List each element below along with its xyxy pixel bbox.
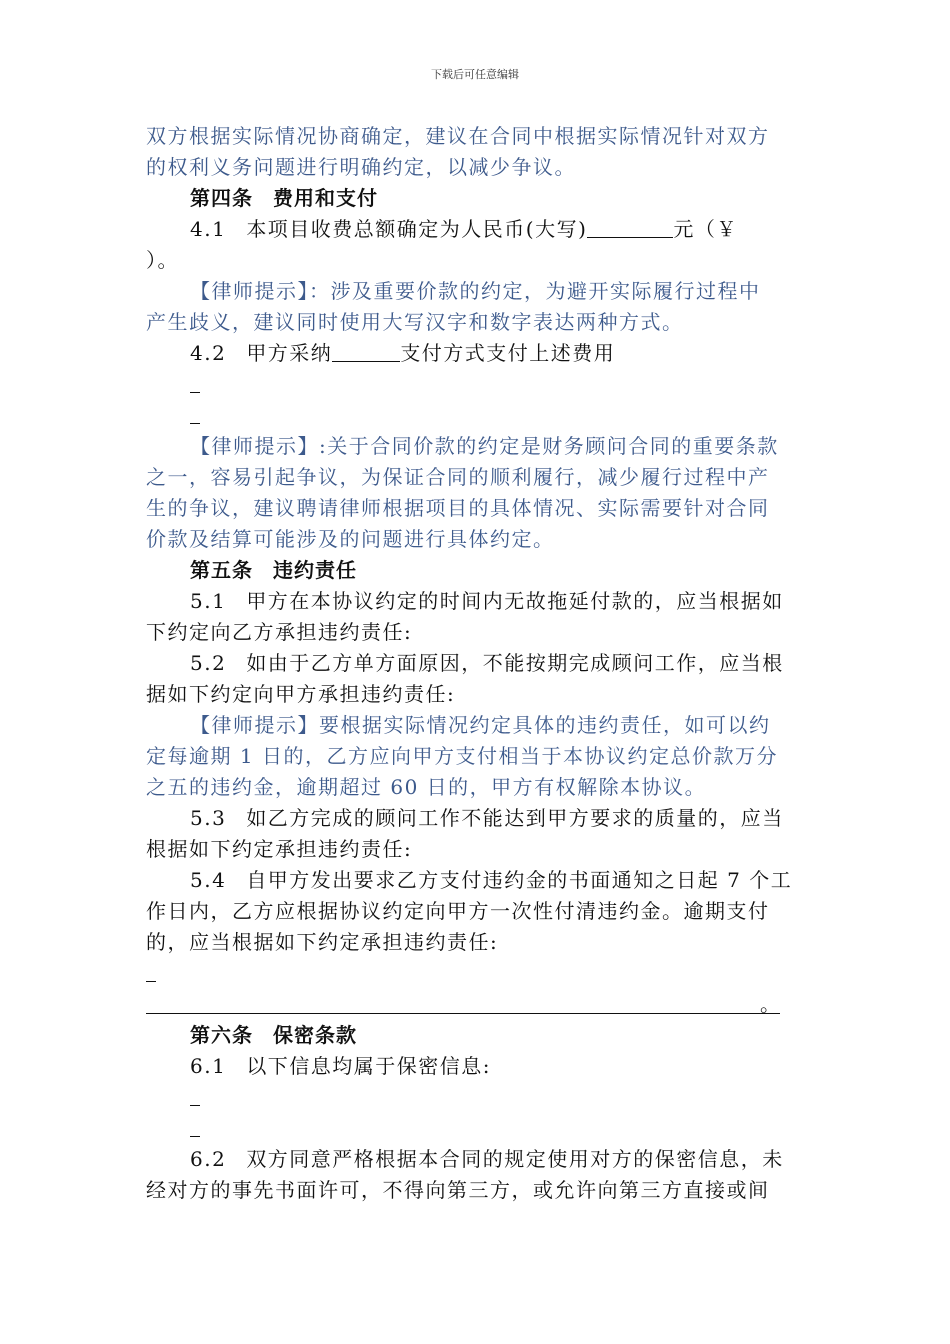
blank-dash xyxy=(190,1118,200,1137)
article-4-title: 费用和支付 xyxy=(273,186,378,210)
lawyer-tip-2-line-3: 生的争议，建议聘请律师根据项目的具体情况、实际需要针对合同 xyxy=(146,496,770,520)
lawyer-tip-2-line-2: 之一，容易引起争议，为保证合同的顺利履行，减少履行过程中产 xyxy=(146,465,770,489)
clause-6-2-number: 6.2 xyxy=(190,1147,227,1171)
blank-line xyxy=(146,958,806,989)
article-4-heading xyxy=(146,183,806,214)
payment-method-blank xyxy=(332,341,400,362)
article-6-number: 第六条 xyxy=(190,1023,253,1047)
clause-5-4-number: 5.4 xyxy=(190,868,227,892)
clause-4-1-text-a: 本项目收费总额确定为人民币(大写) xyxy=(246,217,588,241)
clause-4-1 xyxy=(146,214,806,245)
lawyer-tip-1-line-2: 产生歧义，建议同时使用大写汉字和数字表达两种方式。 xyxy=(146,310,684,334)
blank-line xyxy=(146,400,806,431)
blank-dash xyxy=(190,405,200,424)
clause-4-2-number: 4.2 xyxy=(190,341,227,365)
clause-6-2-text: 双方同意严格根据本合同的规定使用对方的保密信息，未 xyxy=(246,1147,784,1171)
clause-5-2-number: 5.2 xyxy=(190,651,227,675)
clause-5-2 xyxy=(146,648,806,679)
lawyer-tip-3-line-1: 【律师提示】要根据实际情况约定具体的违约责任，如可以约 xyxy=(190,713,771,737)
blank-line xyxy=(146,1113,806,1144)
document-body xyxy=(146,121,806,1206)
clause-5-3 xyxy=(146,803,806,834)
blank-dash xyxy=(190,374,200,393)
article-6-title: 保密条款 xyxy=(273,1023,357,1047)
article-5-title: 违约责任 xyxy=(273,558,357,582)
article-6-heading xyxy=(146,1020,806,1051)
blank-line xyxy=(146,1082,806,1113)
clause-4-1-line-2: ）。 xyxy=(146,248,179,272)
lawyer-tip-3-line-2: 定每逾期 1 日的，乙方应向甲方支付相当于本协议约定总价款万分 xyxy=(146,744,778,768)
clause-5-3-text: 如乙方完成的顾问工作不能达到甲方要求的质量的，应当 xyxy=(246,806,784,830)
lawyer-tip-2-line-4: 价款及结算可能涉及的问题进行具体约定。 xyxy=(146,527,555,551)
clause-5-2-text: 如由于乙方单方面原因，不能按期完成顾问工作，应当根 xyxy=(246,651,784,675)
page-header: 下载后可任意编辑 xyxy=(431,68,519,81)
clause-5-4 xyxy=(146,865,806,896)
clause-5-4-line-3: 的，应当根据如下约定承担违约责任: xyxy=(146,930,499,954)
clause-4-2 xyxy=(146,338,806,369)
clause-6-2-line-2: 经对方的事先书面许可，不得向第三方，或允许向第三方直接或间 xyxy=(146,1178,770,1202)
clause-4-1-number: 4.1 xyxy=(190,217,227,241)
clause-5-4-line-2: 作日内，乙方应根据协议约定向甲方一次性付清违约金。逾期支付 xyxy=(146,899,770,923)
intro-line-1: 双方根据实际情况协商确定，建议在合同中根据实际情况针对双方 xyxy=(146,124,770,148)
blank-rule xyxy=(146,1013,780,1014)
amount-blank xyxy=(587,217,673,238)
clause-5-1-text: 甲方在本协议约定的时间内无故拖延付款的，应当根据如 xyxy=(246,589,784,613)
blank-line xyxy=(146,369,806,400)
blank-dash xyxy=(146,963,156,982)
clause-6-2 xyxy=(146,1144,806,1175)
article-5-number: 第五条 xyxy=(190,558,253,582)
article-4-number: 第四条 xyxy=(190,186,253,210)
clause-5-1-line-2: 下约定向乙方承担违约责任: xyxy=(146,620,413,644)
clause-5-4-text: 自甲方发出要求乙方支付违约金的书面通知之日起 7 个工 xyxy=(246,868,793,892)
clause-5-1 xyxy=(146,586,806,617)
clause-5-3-number: 5.3 xyxy=(190,806,227,830)
clause-4-2-text-a: 甲方采纳 xyxy=(246,341,333,365)
intro-line-2: 的权利义务问题进行明确约定，以减少争议。 xyxy=(146,155,576,179)
lawyer-tip-1-line-1: 【律师提示】：涉及重要价款的约定，为避开实际履行过程中 xyxy=(190,279,761,303)
blank-dash xyxy=(190,1087,200,1106)
clause-5-2-line-2: 据如下约定向甲方承担违约责任: xyxy=(146,682,456,706)
clause-5-3-line-2: 根据如下约定承担违约责任: xyxy=(146,837,413,861)
clause-6-1 xyxy=(146,1051,806,1082)
full-blank-line xyxy=(146,989,806,1020)
clause-6-1-number: 6.1 xyxy=(190,1054,227,1078)
clause-5-1-number: 5.1 xyxy=(190,589,227,613)
lawyer-tip-3-line-3: 之五的违约金，逾期超过 60 日的，甲方有权解除本协议。 xyxy=(146,775,707,799)
clause-6-1-text: 以下信息均属于保密信息: xyxy=(246,1054,492,1078)
clause-4-1-text-b: 元（￥ xyxy=(673,217,738,241)
article-5-heading xyxy=(146,555,806,586)
end-mark: 。 xyxy=(760,992,780,1016)
lawyer-tip-2-line-1: 【律师提示】:关于合同价款的约定是财务顾问合同的重要条款 xyxy=(190,434,779,458)
clause-4-2-text-b: 支付方式支付上述费用 xyxy=(400,341,616,365)
